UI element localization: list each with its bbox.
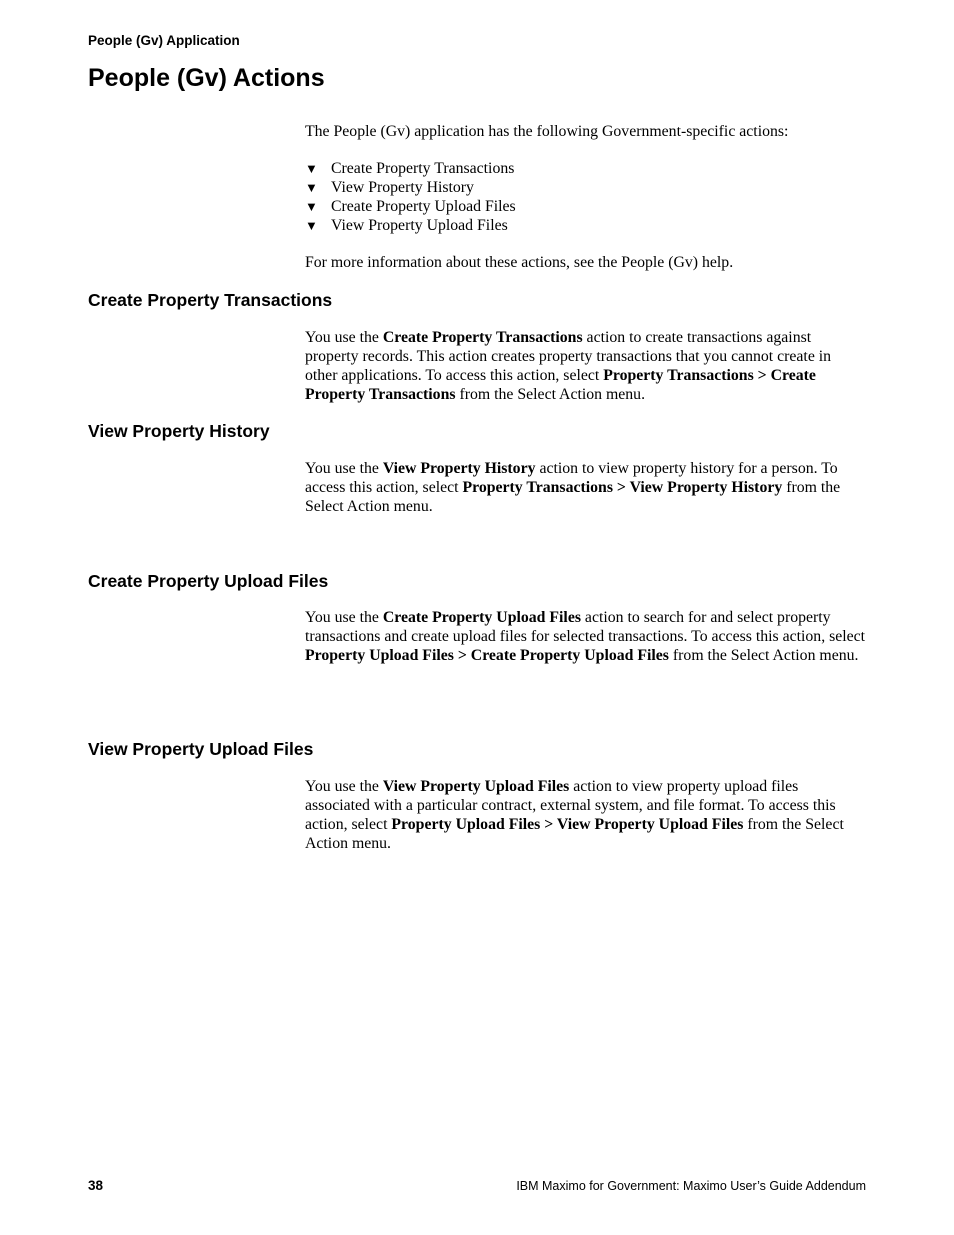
- list-item-label: Create Property Transactions: [331, 160, 515, 177]
- intro-paragraph: The People (Gv) application has the following Government-specific actions:: [305, 123, 789, 140]
- page-title: People (Gv) Actions: [88, 64, 325, 92]
- list-item: [305, 216, 867, 235]
- list-item-label: View Property Upload Files: [331, 217, 508, 234]
- list-item: [305, 178, 867, 197]
- list-item-label: Create Property Upload Files: [331, 198, 516, 215]
- triangle-down-icon: ▼: [305, 180, 318, 195]
- triangle-down-icon: ▼: [305, 218, 318, 233]
- section-heading-view-property-history: View Property History: [88, 421, 270, 441]
- actions-list: [305, 159, 867, 235]
- list-item: [305, 159, 867, 178]
- more-info-paragraph: For more information about these actions, see the People (Gv) help.: [305, 254, 734, 271]
- list-item: [305, 197, 867, 216]
- triangle-down-icon: ▼: [305, 161, 318, 176]
- footer-book-title: IBM Maximo for Government: Maximo User’s Guide Addendum: [516, 1179, 866, 1193]
- section-heading-view-property-upload-files: View Property Upload Files: [88, 739, 314, 759]
- list-item-label: View Property History: [331, 179, 474, 196]
- section-paragraph-create-property-transactions: You use the Create Property Transactions action to create transactions against property records. This action creates property transactions that you cannot create in other applications. To access this action, select Property Transactions > Create Property Transactions from the Select Action menu.: [305, 329, 832, 403]
- running-head: People (Gv) Application: [88, 33, 240, 48]
- triangle-down-icon: ▼: [305, 199, 318, 214]
- section-heading-create-property-upload-files: Create Property Upload Files: [88, 571, 329, 591]
- section-paragraph-create-property-upload-files: You use the Create Property Upload Files action to search for and select property transactions and create upload files for selected transactions. To access this action, select Property Upload Files > Create Property Upload Files from the Select Action menu.: [305, 609, 866, 664]
- section-heading-create-property-transactions: Create Property Transactions: [88, 290, 333, 310]
- section-paragraph-view-property-history: You use the View Property History action to view property history for a person. To access this action, select Property Transactions > View Property History from the Select Action menu.: [305, 460, 841, 515]
- page-number: 38: [88, 1178, 104, 1193]
- section-paragraph-view-property-upload-files: You use the View Property Upload Files action to view property upload files associated with a particular contract, external system, and file format. To access this action, select Property Upload Files > View Property Upload Files from the Select Action menu.: [305, 778, 844, 852]
